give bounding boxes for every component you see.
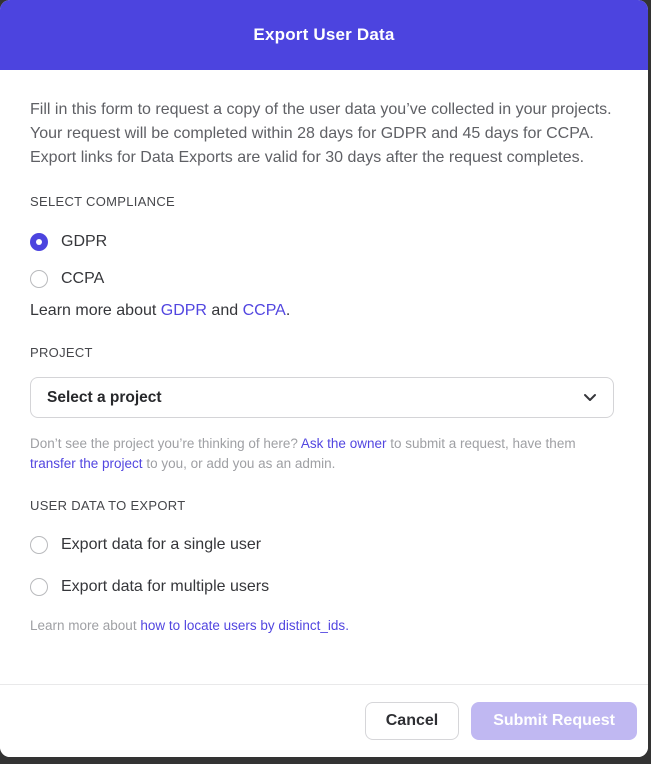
- radio-option-gdpr[interactable]: [30, 232, 614, 252]
- radio-button-icon[interactable]: [30, 233, 48, 251]
- learn-more-text: and: [206, 302, 243, 319]
- radio-label: CCPA: [61, 270, 105, 287]
- user-data-section-label: USER DATA TO EXPORT: [30, 498, 186, 513]
- transfer-the-project-link[interactable]: transfer the project: [30, 456, 143, 471]
- radio-button-icon[interactable]: [30, 578, 48, 596]
- distinct-ids-learn-more: [30, 617, 614, 635]
- gdpr-link[interactable]: GDPR: [160, 302, 207, 319]
- compliance-section-label: SELECT COMPLIANCE: [30, 194, 176, 209]
- dialog-title: Export User Data: [253, 25, 395, 44]
- cancel-button[interactable]: Cancel: [365, 702, 459, 740]
- radio-button-icon[interactable]: [30, 536, 48, 554]
- learn-more-text: Learn more about: [30, 618, 141, 633]
- ccpa-link[interactable]: CCPA: [242, 302, 286, 319]
- submit-request-button[interactable]: Submit Request: [471, 702, 637, 740]
- intro-text: Fill in this form to request a copy of the user data you’ve collected in your projects. Your request will be completed within 28 days for GDPR and 45 days for CCPA. Export links for Data Exports are valid for 30 days after the request completes.: [30, 101, 612, 166]
- distinct-ids-link[interactable]: how to locate users by distinct_ids: [140, 618, 346, 633]
- helper-text: Don’t see the project you’re thinking of here?: [30, 436, 301, 451]
- radio-option-single-user[interactable]: [30, 535, 614, 555]
- radio-label: Export data for a single user: [61, 536, 262, 553]
- chevron-down-icon: [583, 393, 597, 402]
- radio-option-ccpa[interactable]: [30, 269, 614, 289]
- helper-text: to submit a request, have them: [386, 436, 576, 451]
- helper-text: to you, or add you as an admin.: [142, 456, 336, 471]
- learn-more-text: Learn more about: [30, 302, 161, 319]
- ask-the-owner-link[interactable]: Ask the owner: [300, 436, 387, 451]
- radio-button-icon[interactable]: [30, 270, 48, 288]
- radio-label: Export data for multiple users: [61, 578, 270, 595]
- radio-label: GDPR: [61, 233, 108, 250]
- project-section-label: PROJECT: [30, 345, 93, 360]
- radio-option-multiple-users[interactable]: [30, 577, 614, 597]
- compliance-learn-more: [30, 301, 614, 321]
- dialog-header: [0, 0, 648, 70]
- project-helper-text: [30, 434, 614, 474]
- learn-more-text: .: [345, 618, 349, 633]
- learn-more-text: .: [285, 302, 291, 319]
- project-select-value: Select a project: [47, 388, 162, 406]
- dialog-body: [0, 70, 648, 635]
- dialog-footer: [0, 684, 648, 757]
- project-select[interactable]: [30, 377, 614, 418]
